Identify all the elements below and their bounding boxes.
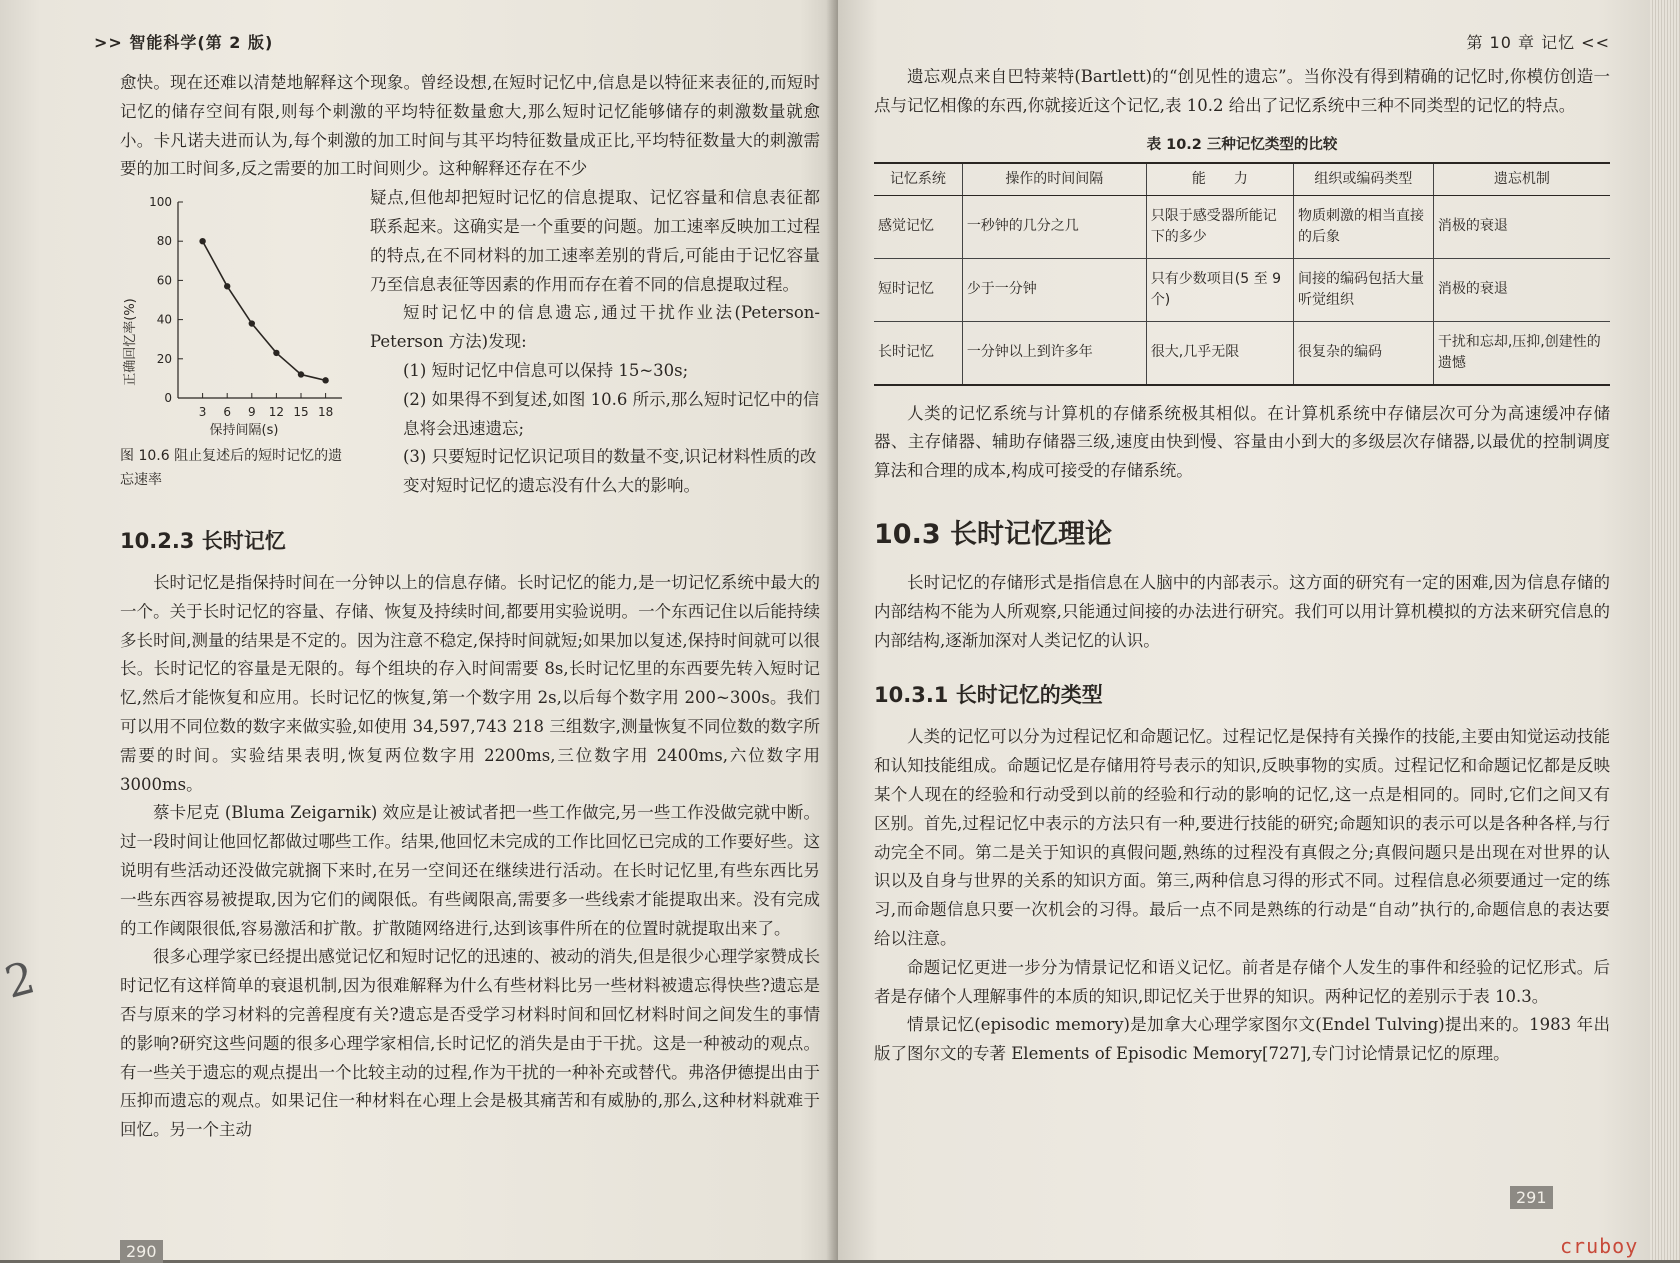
page-number-right: 291 [1510,1186,1553,1209]
table-cell: 长时记忆 [874,321,962,385]
running-head-left: >> 智能科学(第 2 版) [94,33,274,52]
paragraph-after-table: 人类的记忆系统与计算机的存储系统极其相似。在计算机系统中存储层次可分为高速缓冲存储器、主存储器、辅助存储器三级,速度由快到慢、容量由小到大的多级层次存储器,以最优的控制调度算法和合理的成本,构成可接受的存储系统。 [874,403,1610,481]
paragraph-left-1: 长时记忆是指保持时间在一分钟以上的信息存储。长时记忆的能力,是一切记忆系统中最大的一个。关于长时记忆的容量、存储、恢复及持续时间,都要用实验说明。一个东西记住以后能持续多长时间,测量的结果是不定的。因为注意不稳定,保持时间就短;如果加以复述,保持时间就可以很长。长时记忆的容量是无限的。每个组块的存入时间需要 8s,长时记忆里的东西要先转入短时记忆,然后才能恢复和应用。长时记忆的恢复,第一个数字用 2s,以后每个数字用 200~300s。我们可以用不同位数的数字来做实验,如使用 34,597,743 218 三组数字,测量恢复不同位数的数字所需要的时间。实验结果表明,恢复两位数字用 2200ms,三位数字用 2400ms,六位数字用 3000ms。 [120,572,820,794]
table-cell: 只限于感受器所能记下的多少 [1146,195,1293,258]
table-cell: 只有少数项目(5 至 9 个) [1146,258,1293,321]
paragraph-right-2: 命题记忆更进一步分为情景记忆和语义记忆。前者是存储个人发生的事件和经验的记忆形式。后者是存储个人理解事件的本质的知识,即记忆关于世界的知识。两种记忆的差别示于表 10.3。 [874,957,1610,1006]
subsection-heading-10-3-1: 10.3.1 长时记忆的类型 [874,683,1103,708]
y-tick-label: 40 [156,312,172,327]
list-item-2: (2) 如果得不到复述,如图 10.6 所示,那么短时记忆中的信息将会迅速遗忘; [403,389,820,438]
table-row [874,321,1610,385]
data-point [224,283,230,289]
table-header-row [874,163,1610,196]
table-cell: 很大,几乎无限 [1146,321,1293,385]
data-point [322,377,328,383]
forgetting-curve-chart [120,192,356,438]
figure-caption: 图 10.6 阻止复述后的短时记忆的遗忘速率 [120,448,343,489]
y-tick-label: 80 [156,234,172,249]
page-number-left: 290 [120,1240,163,1263]
table-cell: 感觉记忆 [874,195,962,258]
data-point [199,238,205,244]
right-page [838,0,1650,1260]
section-heading-10-3: 10.3 长时记忆理论 [874,518,1113,550]
paragraph-intro-left: 愈快。现在还难以清楚地解释这个现象。曾经设想,在短时记忆中,信息是以特征来表征的,而短时记忆的储存空间有限,则每个刺激的平均特征数量愈大,那么短时记忆能够储存的刺激数量就愈小。卡凡诺夫进而认为,每个刺激的加工时间与其平均特征数量成正比,平均特征数量大的刺激需要的加工时间多,反之需要的加工时间则少。这种解释还存在不少 [120,73,820,179]
x-axis-label: 保持间隔(s) [209,423,279,439]
table-cell: 干扰和忘却,压抑,创建性的遗憾 [1433,321,1610,385]
series-line [203,241,326,380]
paragraph-side: 疑点,但他却把短时记忆的信息提取、记忆容量和信息表征都联系起来。这确实是一个重要的问题。加工速率反映加工过程的特点,在不同材料的加工速率差别的背后,可能由于记忆容量乃至信息表征等因素的作用而存在着不同的信息提取过程。 [370,188,820,294]
left-page [0,0,838,1260]
paragraph-left-2: 蔡卡尼克 (Bluma Zeigarnik) 效应是让被试者把一些工作做完,另一些工作没做完就中断。过一段时间让他回忆都做过哪些工作。结果,他回忆未完成的工作比回忆已完成的工作要好些。这说明有些活动还没做完就搁下来时,在另一空间还在继续进行活动。在长时记忆里,有些东西比另一些东西容易被提取,因为它们的阈限低。有些阈限高,需要多一些线索才能提取出来。没有完成的工作阈限很低,容易激活和扩散。扩散随网络进行,达到该事件所在的位置时就提取出来了。 [120,803,820,938]
x-tick-label: 18 [317,405,334,420]
table-cell: 一分钟以上到许多年 [962,321,1146,385]
y-axis-label: 正确回忆率(%) [123,298,138,386]
table-header: 记忆系统 [874,163,962,196]
data-point [273,350,279,356]
pencil-mark: 2 [0,952,41,1009]
paragraph-intro-right: 遗忘观点来自巴特莱特(Bartlett)的“创见性的遗忘”。当你没有得到精确的记忆时,你模仿创造一点与记忆相像的东西,你就接近这个记忆,表 10.2 给出了记忆系统中三种不同类型的记忆的特点。 [874,67,1610,115]
table-cell: 间接的编码包括大量听觉组织 [1294,258,1434,321]
memory-types-table [874,162,1610,386]
data-point [249,321,255,327]
data-point [298,371,304,377]
y-tick-label: 0 [164,391,172,406]
paragraph-left-3: 很多心理学家已经提出感觉记忆和短时记忆的迅速的、被动的消失,但是很少心理学家赞成长时记忆有这样简单的衰退机制,因为很难解释为什么有些材料比另一些材料被遗忘得快些?遗忘是否与原来的学习材料的完善程度有关?遗忘是否受学习材料时间和回忆材料时间之间发生的事情的影响?研究这些问题的很多心理学家相信,长时记忆的消失是由于干扰。这是一种被动的观点。有一些关于遗忘的观点提出一个比较主动的过程,作为干扰的一种补充或替代。弗洛伊德提出由于压抑而遗忘的观点。如果记住一种材料在心理上会是极其痛苦和有威胁的,那么,这种材料就难于回忆。另一个主动 [120,947,820,1140]
paragraph-right-3: 情景记忆(episodic memory)是加拿大心理学家图尔文(Endel Tulving)提出来的。1983 年出版了图尔文的专著 Elements of Episodic Memory[727],专门讨论情景记忆的原理。 [874,1015,1610,1064]
table-cell: 物质刺激的相当直接的后象 [1294,195,1434,258]
table-cell: 消极的衰退 [1433,195,1610,258]
x-tick-label: 3 [198,405,207,420]
list-item-3: (3) 只要短时记忆识记项目的数量不变,识记材料性质的改变对短时记忆的遗忘没有什么大的影响。 [403,447,817,496]
table-row [874,258,1610,321]
figure-10-6 [120,184,356,501]
table-caption: 表 10.2 三种记忆类型的比较 [1146,136,1338,153]
figure-block [120,184,820,501]
x-tick-label: 15 [293,405,309,420]
table-cell: 短时记忆 [874,258,962,321]
figure-side-text [370,184,820,501]
section-heading-10-2-3: 10.2.3 长时记忆 [120,528,286,553]
y-tick-label: 60 [156,273,172,288]
paragraph-section-10-3: 长时记忆的存储形式是指信息在人脑中的内部表示。这方面的研究有一定的困难,因为信息存储的内部结构不能为人所观察,只能通过间接的办法进行研究。我们可以用计算机模拟的方法来研究信息的内部结构,逐渐加深对人类记忆的认识。 [874,572,1610,650]
paragraph-right-1: 人类的记忆可以分为过程记忆和命题记忆。过程记忆是保持有关操作的技能,主要由知觉运动技能和认知技能组成。命题记忆是存储用符号表示的知识,反映事物的实质。过程记忆和命题记忆都是反映某个人现在的经验和行动受到以前的经验和行动的影响的记忆,这一点是相同的。同时,它们之间又有区别。首先,过程记忆中表示的方法只有一种,要进行技能的研究;命题知识的表示可以是各种各样,与行动完全不同。第二是关于知识的真假问题,熟练的过程没有真假之分;真假问题只是出现在对世界的认识以及自身与世界的关系的知识方面。第三,两种信息习得的形式不同。过程信息必须要通过一定的练习,而命题信息只要一次机会的习得。最后一点不同是熟练的行动是“自动”执行的,命题信息的表达要给以注意。 [874,727,1610,948]
table-cell: 少于一分钟 [962,258,1146,321]
table-header: 遗忘机制 [1433,163,1610,196]
page-edges [1650,0,1680,1260]
x-tick-label: 9 [247,405,256,420]
watermark: cruboy [1560,1234,1639,1258]
table-cell: 很复杂的编码 [1294,321,1434,385]
list-item-1: (1) 短时记忆中信息可以保持 15~30s; [403,360,689,380]
table-header: 能 力 [1146,163,1293,196]
x-tick-label: 6 [223,405,232,420]
table-header: 操作的时间间隔 [962,163,1146,196]
paragraph-side-2: 短时记忆中的信息遗忘,通过干扰作业法(Peterson-Peterson 方法)发现: [370,303,820,352]
table-cell: 一秒钟的几分之几 [962,195,1146,258]
table-cell: 消极的衰退 [1433,258,1610,321]
y-tick-label: 100 [149,195,172,210]
y-tick-label: 20 [156,351,172,366]
table-row [874,195,1610,258]
running-head-right: 第 10 章 记忆 << [1466,33,1610,52]
table-header: 组织或编码类型 [1294,163,1434,196]
x-tick-label: 12 [268,405,285,420]
